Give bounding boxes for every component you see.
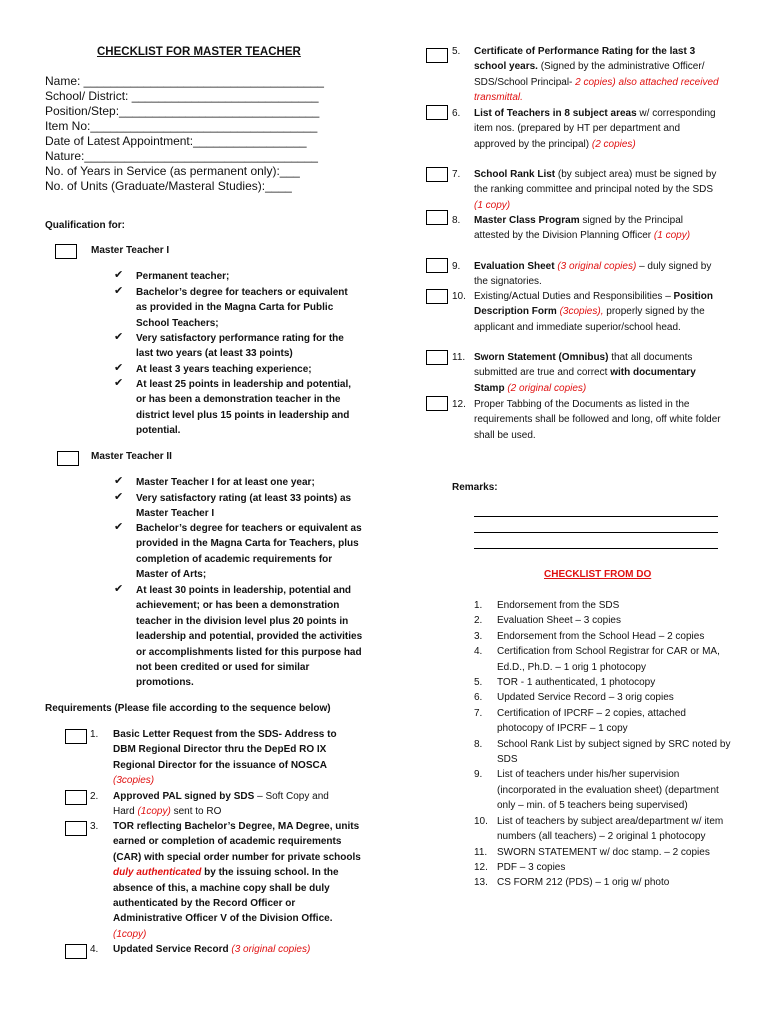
- do-item-number: 9.: [474, 769, 483, 781]
- req-2-checkbox[interactable]: [65, 790, 87, 805]
- do-item: [474, 875, 734, 890]
- req-5-main: Certificate of Performance Rating for the last 3 school years.: [474, 46, 696, 73]
- do-checklist-title: CHECKLIST FROM DO: [544, 569, 652, 580]
- do-item-number: 11.: [474, 846, 488, 858]
- position-step-field[interactable]: Position/Step:______________________________: [45, 104, 320, 118]
- do-item-number: 1.: [474, 600, 483, 611]
- do-item-text: Evaluation Sheet – 3 copies: [497, 615, 621, 627]
- mt2-req-2: Very satisfactory rating (at least 33 points) as Master Teacher I: [136, 493, 352, 520]
- nature-field[interactable]: Nature:___________________________________: [45, 149, 318, 163]
- req-12-number: 12.: [452, 399, 466, 410]
- mt2-checkbox[interactable]: [57, 451, 79, 466]
- do-item-number: 8.: [474, 738, 483, 750]
- do-item-number: 5.: [474, 677, 483, 689]
- do-item-text: Updated Service Record – 3 orig copies: [497, 692, 674, 704]
- req-11-detail: that all documents submitted are true and correct: [474, 352, 693, 379]
- req-8-copies: (1 copy): [653, 230, 691, 242]
- mt1-label: Master Teacher I: [91, 245, 170, 256]
- req-3-checkbox[interactable]: [65, 821, 87, 836]
- req-7-number: 7.: [452, 169, 461, 180]
- req-6-detail: w/ corresponding item nos. (prepared by HT per department and approved by the principal): [474, 108, 716, 150]
- do-item: [474, 629, 734, 644]
- mt1-checkbox[interactable]: [55, 244, 77, 259]
- do-item-text: PDF – 3 copies: [497, 861, 566, 873]
- req-5-text: [474, 44, 724, 106]
- req-6-copies: (2 copies): [591, 138, 636, 150]
- do-item: [474, 814, 734, 845]
- remarks-line-3[interactable]: [474, 548, 718, 549]
- do-item-text: Certification from School Registrar for CAR or MA, Ed.D., Ph.D. – 1 orig 1 photocopy: [497, 646, 720, 673]
- req-12-checkbox[interactable]: [426, 396, 448, 411]
- do-item-number: 10.: [474, 815, 488, 827]
- req-3-text: [113, 819, 363, 942]
- req-10-number: 10.: [452, 291, 466, 302]
- req-6-number: 6.: [452, 108, 461, 119]
- check-icon: ✔: [114, 362, 124, 374]
- remarks-label: Remarks:: [452, 482, 498, 493]
- years-in-service-field[interactable]: No. of Years in Service (as permanent only):___: [45, 164, 300, 178]
- req-1-text: [113, 727, 358, 789]
- mt1-req-4: At least 3 years teaching experience;: [136, 364, 312, 375]
- req-2-main: Approved PAL signed by SDS: [113, 791, 255, 802]
- item-no-field[interactable]: Item No:__________________________________: [45, 119, 318, 133]
- req-10-copies: (3copies),: [556, 306, 604, 318]
- req-1-checkbox[interactable]: [65, 729, 87, 744]
- req-7-main: School Rank List: [474, 169, 556, 180]
- req-6-checkbox[interactable]: [426, 105, 448, 120]
- do-item-text: TOR - 1 authenticated, 1 photocopy: [497, 677, 656, 689]
- req-2-copies: (1copy): [137, 806, 171, 818]
- req-11-main: Sworn Statement (Omnibus): [474, 352, 609, 363]
- req-2-detail: – Soft Copy and Hard: [113, 791, 329, 818]
- do-item: [474, 767, 734, 813]
- check-icon: ✔: [114, 583, 124, 595]
- check-icon: ✔: [114, 331, 124, 343]
- req-8-text: [474, 213, 719, 244]
- do-item-text: List of teachers by subject area/department w/ item numbers (all teachers) – 2 original 1 photocopy: [497, 815, 724, 843]
- req-4-text: [113, 942, 373, 957]
- req-4-number: 4.: [90, 944, 99, 955]
- check-icon: ✔: [114, 269, 124, 281]
- req-11-stamp: with documentary Stamp: [474, 367, 696, 394]
- do-item-text: CS FORM 212 (PDS) – 1 orig w/ photo: [497, 877, 670, 889]
- req-11-number: 11.: [452, 352, 466, 363]
- do-item: [474, 706, 734, 737]
- req-3-copies: (1copy): [113, 928, 147, 940]
- do-item: [474, 613, 734, 628]
- do-item-number: 13.: [474, 877, 488, 889]
- do-item-number: 6.: [474, 692, 483, 704]
- req-4-copies: (3 original copies): [231, 944, 311, 955]
- do-item: [474, 598, 734, 613]
- mt1-req-2: Bachelor’s degree for teachers or equivalent as provided in the Magna Carta for Public School Teachers;: [136, 287, 348, 329]
- info-fields: [45, 74, 324, 194]
- requirements-label: Requirements (Please file according to the sequence below): [45, 703, 331, 714]
- check-icon: ✔: [114, 491, 124, 503]
- req-1-number: 1.: [90, 729, 99, 740]
- do-item: [474, 860, 734, 875]
- req-4-checkbox[interactable]: [65, 944, 87, 959]
- remarks-line-2[interactable]: [474, 532, 718, 533]
- req-8-detail: signed by the Principal attested by the Division Planning Officer: [474, 215, 684, 242]
- req-10-text: [474, 289, 724, 335]
- qualification-label: Qualification for:: [45, 220, 125, 231]
- do-item: [474, 737, 734, 768]
- req-1-main: Basic Letter Request from the SDS- Address to DBM Regional Director thru the DepEd RO IX Regional Director for the issuance of NOSCA: [113, 729, 337, 771]
- req-11-checkbox[interactable]: [426, 350, 448, 365]
- req-9-detail: – duly signed by the signatories.: [474, 261, 712, 288]
- school-district-field[interactable]: School/ District: ____________________________: [45, 89, 319, 103]
- do-item-text: List of teachers under his/her supervision (incorporated in the evaluation sheet) (department only – min. of 5 teachers being supervised): [497, 769, 719, 812]
- do-item-number: 3.: [474, 630, 483, 642]
- req-10-checkbox[interactable]: [426, 289, 448, 304]
- mt2-label: Master Teacher II: [91, 451, 172, 462]
- req-7-text: [474, 167, 719, 213]
- req-3-main: TOR reflecting Bachelor’s Degree, MA Degree, units earned or completion of academic requirements (CAR) with special order number for private schools: [113, 821, 361, 863]
- mt2-req-3: Bachelor’s degree for teachers or equivalent as provided in the Magna Carta for Teachers, plus completion of academic requirements for Master of Arts;: [136, 523, 362, 581]
- req-5-copies: 2 copies) also attached received transmittal.: [474, 76, 719, 104]
- req-6-main: List of Teachers in 8 subject areas: [474, 108, 637, 119]
- mt1-req-5: At least 25 points in leadership and potential, or has been a demonstration teacher in the district level plus 15 points in leadership and potential.: [136, 379, 352, 437]
- do-item: [474, 690, 734, 705]
- check-icon: ✔: [114, 475, 124, 487]
- req-12-text: Proper Tabbing of the Documents as listed in the requirements shall be followed and long, off white folder shall be used.: [474, 399, 721, 441]
- req-7-detail: (by subject area) must be signed by the ranking committee and principal noted by the SDS: [474, 169, 717, 196]
- req-9-text: [474, 259, 719, 290]
- do-item: [474, 845, 734, 860]
- units-field[interactable]: No. of Units (Graduate/Masteral Studies):____: [45, 179, 292, 193]
- req-3-detail: by the issuing school. In the absence of this, a machine copy shall be duly authenticated by the Record Officer or Administrative Officer V of the Division Office.: [113, 867, 339, 925]
- do-item-number: 2.: [474, 615, 483, 627]
- do-item-number: 7.: [474, 707, 483, 719]
- do-checklist: [474, 598, 734, 891]
- req-9-copies: (3 original copies): [554, 261, 637, 272]
- mt2-req-1: Master Teacher I for at least one year;: [136, 477, 315, 488]
- req-9-number: 9.: [452, 261, 461, 272]
- req-5-number: 5.: [452, 46, 461, 57]
- req-8-main: Master Class Program: [474, 215, 580, 226]
- req-5-checkbox[interactable]: [426, 48, 448, 63]
- do-item-text: School Rank List by subject signed by SRC noted by SDS: [497, 738, 731, 766]
- req-4-main: Updated Service Record: [113, 944, 232, 955]
- check-icon: ✔: [114, 285, 124, 297]
- req-9-checkbox[interactable]: [426, 258, 448, 273]
- req-7-checkbox[interactable]: [426, 167, 448, 182]
- appointment-date-field[interactable]: Date of Latest Appointment:_________________: [45, 134, 307, 148]
- req-3-authenticated: duly authenticated: [113, 867, 202, 879]
- req-10-main: Existing/Actual Duties and Responsibilities –: [474, 291, 674, 302]
- req-7-copies: (1 copy): [474, 199, 511, 211]
- mt1-req-3: Very satisfactory performance rating for the last two years (at least 33 points): [136, 333, 344, 360]
- do-item-number: 4.: [474, 646, 483, 658]
- req-5-detail: (Signed by the administrative Officer/ SDS/School Principal-: [474, 61, 705, 88]
- mt2-req-4: At least 30 points in leadership, potential and achievement; or has been a demonstration teacher in the division level plus 20 points in leadership and potential, provided the activities or accomplishments listed for this purpose had not been credited or used for similar promotions.: [136, 585, 363, 689]
- req-3-number: 3.: [90, 821, 99, 832]
- req-10-detail: properly signed by the applicant and immediate superior/school head.: [474, 306, 705, 333]
- req-11-text: [474, 350, 724, 396]
- do-item: [474, 675, 734, 690]
- name-field[interactable]: Name: ____________________________________: [45, 74, 324, 88]
- req-9-main: Evaluation Sheet: [474, 261, 555, 272]
- req-2-text: [113, 789, 353, 820]
- req-2-number: 2.: [90, 791, 99, 802]
- mt1-req-1: Permanent teacher;: [136, 271, 230, 282]
- req-2-tail: sent to RO: [170, 806, 222, 818]
- do-item-text: Endorsement from the SDS: [497, 600, 620, 611]
- check-icon: ✔: [114, 377, 124, 389]
- req-1-copies: (3copies): [113, 775, 155, 787]
- do-item-text: Endorsement from the School Head – 2 copies: [497, 630, 705, 642]
- do-item-text: Certification of IPCRF – 2 copies, attached photocopy of IPCRF – 1 copy: [497, 707, 686, 735]
- req-6-text: [474, 106, 719, 152]
- req-11-copies: (2 original copies): [504, 382, 587, 394]
- do-item-number: 12.: [474, 861, 488, 873]
- page-title: CHECKLIST FOR MASTER TEACHER: [97, 46, 301, 58]
- remarks-line-1[interactable]: [474, 516, 718, 517]
- do-item-text: SWORN STATEMENT w/ doc stamp. – 2 copies: [497, 846, 710, 858]
- do-item: [474, 644, 734, 675]
- req-10-form: Position Description Form: [474, 291, 713, 318]
- req-8-checkbox[interactable]: [426, 210, 448, 225]
- req-8-number: 8.: [452, 215, 461, 226]
- check-icon: ✔: [114, 521, 124, 533]
